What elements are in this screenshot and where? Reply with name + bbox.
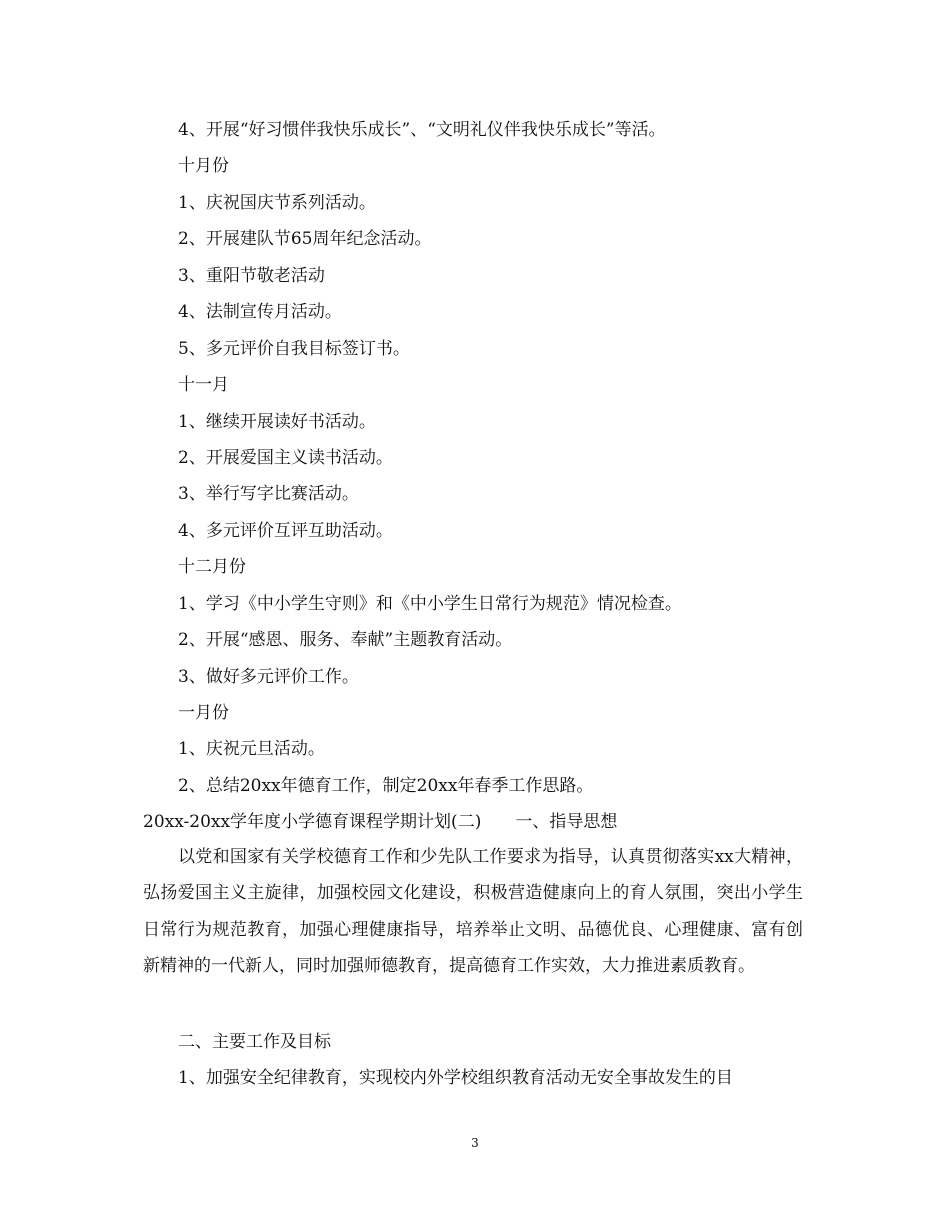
text-line: 4、法制宣传月活动。: [178, 302, 342, 322]
month-heading: 十二月份: [178, 557, 246, 577]
month-heading: 一月份: [178, 703, 229, 723]
text-line: 2、总结20xx年德育工作，制定20xx年春季工作思路。: [178, 776, 594, 796]
month-heading: 十一月: [178, 375, 229, 395]
text-line: 4、多元评价互评互助活动。: [178, 521, 393, 541]
text-line: 3、重阳节敬老活动: [178, 266, 325, 286]
text-line: 1、庆祝国庆节系列活动。: [178, 193, 376, 213]
text-line: 2、开展“感恩、服务、奉献”主题教育活动。: [178, 630, 513, 650]
month-heading: 十月份: [178, 156, 229, 176]
text-line: 5、多元评价自我目标签订书。: [178, 339, 410, 359]
text-line: 1、加强安全纪律教育，实现校内外学校组织教育活动无安全事故发生的目: [178, 1068, 733, 1088]
text-line: 4、开展“好习惯伴我快乐成长”、“文明礼仪伴我快乐成长”等活。: [178, 120, 666, 140]
text-line: 2、开展爱国主义读书活动。: [178, 448, 393, 468]
text-line: 1、学习《中小学生守则》和《中小学生日常行为规范》情况检查。: [178, 594, 682, 614]
section-heading: 20xx-20xx学年度小学德育课程学期计划(二) 一、指导思想: [143, 812, 618, 832]
text-line: 1、庆祝元旦活动。: [178, 739, 325, 759]
page-number: 3: [471, 1136, 479, 1150]
text-line: 2、开展建队节65周年纪念活动。: [178, 229, 432, 249]
text-line: 3、举行写字比赛活动。: [178, 484, 359, 504]
text-line: 3、做好多元评价工作。: [178, 667, 359, 687]
section-heading: 二、主要工作及目标: [178, 1032, 331, 1052]
guiding-paragraph: 以党和国家有关学校德育工作和少先队工作要求为指导，认真贯彻落实xx大精神，弘扬爱国主义主旋律，加强校园文化建设，积极营造健康向上的育人氛围，突出小学生日常行为规范教育，加强心理健康指导，培养举止文明、品德优良、心理健康、富有创新精神的一代新人，同时加强师德教育，提高德育工作实效，大力推进素质教育。: [143, 847, 803, 977]
text-line: 1、继续开展读好书活动。: [178, 412, 376, 432]
